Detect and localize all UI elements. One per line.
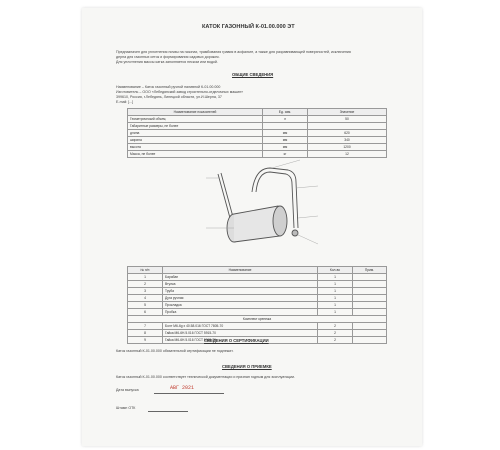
general-email: E-mail: [...]: [116, 100, 134, 104]
parts-col-number: № п/п: [128, 267, 163, 274]
general-line-1: Наименование – Каток газонный ручной наливной К-01.00.000: [116, 85, 221, 89]
release-date-line: [154, 393, 224, 394]
general-line-3: 399610, Россия, г.Лебедянь, Липецкой области, ул.И.Шерна, 37: [116, 95, 222, 99]
table-row: Геометрический объем, л 50: [128, 116, 387, 123]
table-row: 4 Дуга ручная 1: [128, 295, 387, 302]
general-info-header: ОБЩИЕ СВЕДЕНИЯ: [232, 72, 274, 77]
intro-line-2: дерна для газонных сеток и формирования садовых дорожек.: [116, 55, 220, 59]
table-row: Масса, не более кг 12: [128, 151, 387, 158]
intro-line-3: Для уплотнения массы катка заполняется песком или водой.: [116, 60, 218, 64]
document-title: КАТОК ГАЗОННЫЙ К-01.00.000 ЭТ: [202, 24, 295, 30]
parts-col-note: Прим.: [353, 267, 387, 274]
specs-table: [127, 108, 387, 158]
qc-stamp-label: Штамп ОТК: [116, 406, 136, 410]
parts-col-name: Наименование: [163, 267, 318, 274]
table-row: Габаритные размеры, не более: [128, 123, 387, 130]
table-row: 9 Гайка М6-6Н.5.016 ГОСТ 5915-70 2: [128, 337, 387, 344]
parts-col-qty: Кол-во: [318, 267, 353, 274]
specs-header-row: [128, 109, 387, 116]
roller-illustration: [218, 168, 298, 242]
table-row: 5 Прокладка 1: [128, 302, 387, 309]
table-row: 6 Пробка 1: [128, 309, 387, 316]
release-date-label: Дата выпуска: [116, 388, 139, 392]
roller-drawing: [200, 158, 340, 263]
table-row: 8 Гайка М6-6Н.5.016 ГОСТ 5915-70 2: [128, 330, 387, 337]
table-row: ширина мм 340: [128, 137, 387, 144]
certification-header: СВЕДЕНИЯ О СЕРТИФИКАЦИИ: [204, 338, 269, 343]
general-line-2: Изготовитель – ООО «Лебедянский завод строительно-отделочных машин»: [116, 90, 244, 94]
certification-text: Каток газонный К-01.00.000 обязательной сертификации не подлежит.: [116, 349, 234, 353]
table-row: 1 Барабан 1: [128, 274, 387, 281]
table-row: 2 Втулка 1: [128, 281, 387, 288]
acceptance-text: Каток газонный К-01.00.000 соответствует технической документации и признан годным для эксплуатации.: [116, 375, 295, 379]
acceptance-header: СВЕДЕНИЯ О ПРИЕМКЕ: [222, 364, 272, 369]
table-row: длина мм 620: [128, 130, 387, 137]
parts-table: [127, 266, 387, 344]
kit-header-row: Комплект крепежа: [128, 316, 387, 323]
intro-line-1: Предназначен для уплотнения почвы на газонах, трамбования гравия в асфальте, а также для разравнивающей поверхностей, исключения: [116, 50, 351, 54]
specs-col-value: Значение: [308, 109, 387, 116]
table-row: 7 Болт М6-6g х 40.58.016 ГОСТ 7805-70 2: [128, 323, 387, 330]
parts-header-row: [128, 267, 387, 274]
release-date-stamp: АВГ 2021: [170, 385, 195, 391]
document-sheet: [82, 8, 422, 446]
specs-col-unit: Ед. изм.: [263, 109, 308, 116]
table-row: высота мм 1200: [128, 144, 387, 151]
specs-col-name: Наименование показателей: [128, 109, 263, 116]
table-row: 3 Труба 1: [128, 288, 387, 295]
qc-stamp-line: [148, 411, 188, 412]
